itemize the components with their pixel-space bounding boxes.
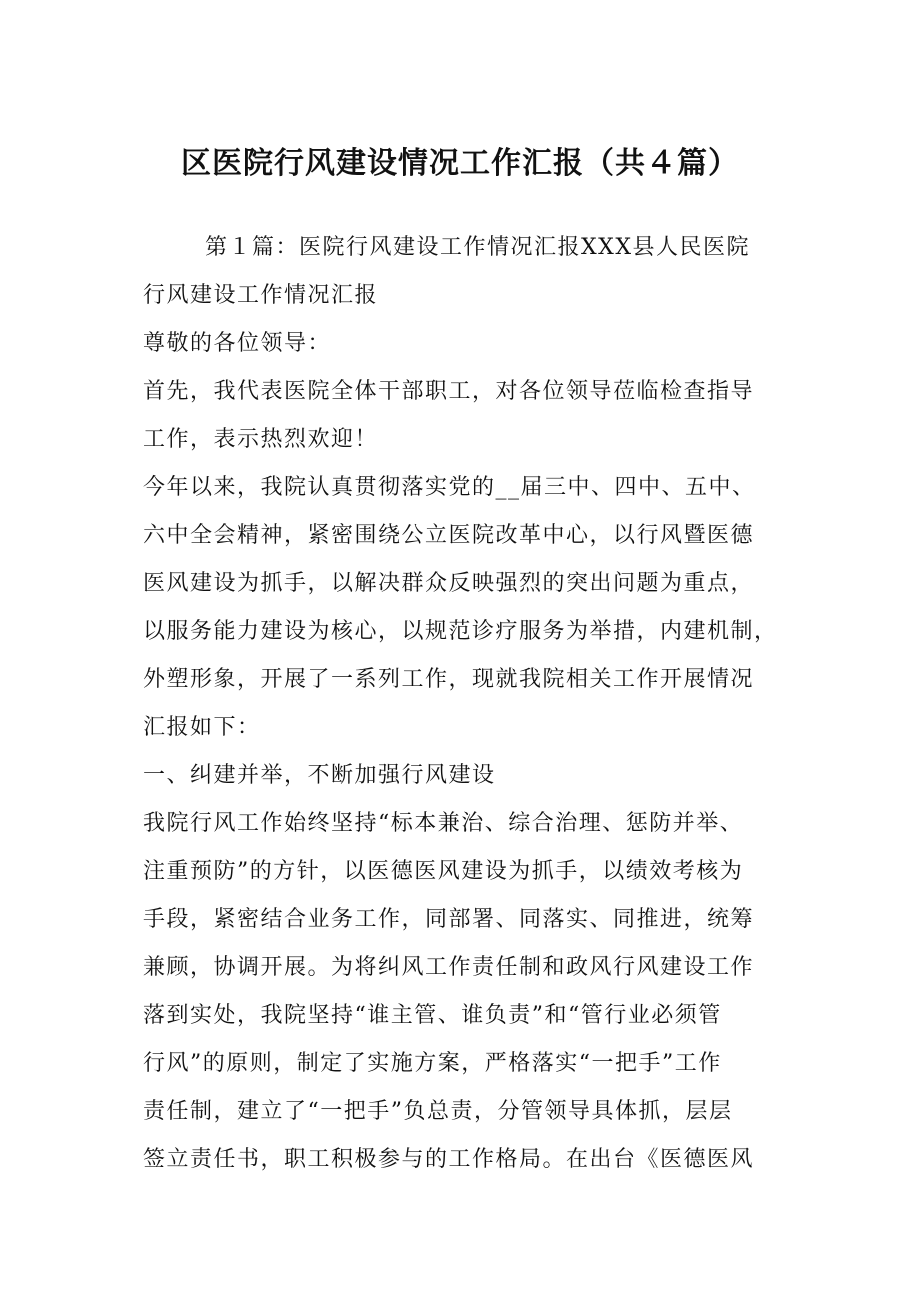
text-line: 我院行风工作始终坚持“标本兼治、综合治理、惩防并举、 — [143, 811, 744, 836]
text-line: 汇报如下： — [143, 715, 261, 740]
text-line: 首先，我代表医院全体干部职工，对各位领导莅临检查指导 — [143, 379, 755, 404]
text-line: 六中全会精神，紧密围绕公立医院改革中心，以行风暨医德 — [143, 523, 755, 548]
text-line: 行风”的原则，制定了实施方案，严格落实“一把手”工作 — [143, 1051, 722, 1076]
text-line: 签立责任书，职工积极参与的工作格局。在出台《医德医风 — [143, 1147, 755, 1172]
text-line: 工作，表示热烈欢迎！ — [143, 427, 379, 452]
text-line: 以服务能力建设为核心，以规范诊疗服务为举措，内建机制， — [143, 619, 778, 644]
text-line: 医风建设为抓手，以解决群众反映强烈的突出问题为重点， — [143, 571, 755, 596]
text-line: 兼顾，协调开展。为将纠风工作责任制和政风行风建设工作 — [143, 955, 755, 980]
text-line-subtitle: 第１篇：医院行风建设工作情况汇报XXX县人民医院 — [205, 235, 750, 260]
text-line: 行风建设工作情况汇报 — [143, 283, 379, 308]
text-line: 外塑形象，开展了一系列工作，现就我院相关工作开展情况 — [143, 667, 755, 692]
text-line: 落到实处，我院坚持“谁主管、谁负责”和“管行业必须管 — [143, 1003, 722, 1028]
text-line: 责任制，建立了“一把手”负总责，分管领导具体抓，层层 — [143, 1099, 733, 1124]
document-body — [143, 224, 803, 1184]
text-line: 手段，紧密结合业务工作，同部署、同落实、同推进，统筹 — [143, 907, 755, 932]
salutation-line: 尊敬的各位领导： — [143, 331, 332, 356]
document-title: 区医院行风建设情况工作汇报（共４篇） — [181, 146, 739, 181]
text-line: 今年以来，我院认真贯彻落实党的__届三中、四中、五中、 — [143, 475, 756, 500]
text-line: 注重预防”的方针，以医德医风建设为抓手，以绩效考核为 — [143, 859, 744, 884]
section-heading: 一、纠建并举，不断加强行风建设 — [143, 763, 496, 788]
